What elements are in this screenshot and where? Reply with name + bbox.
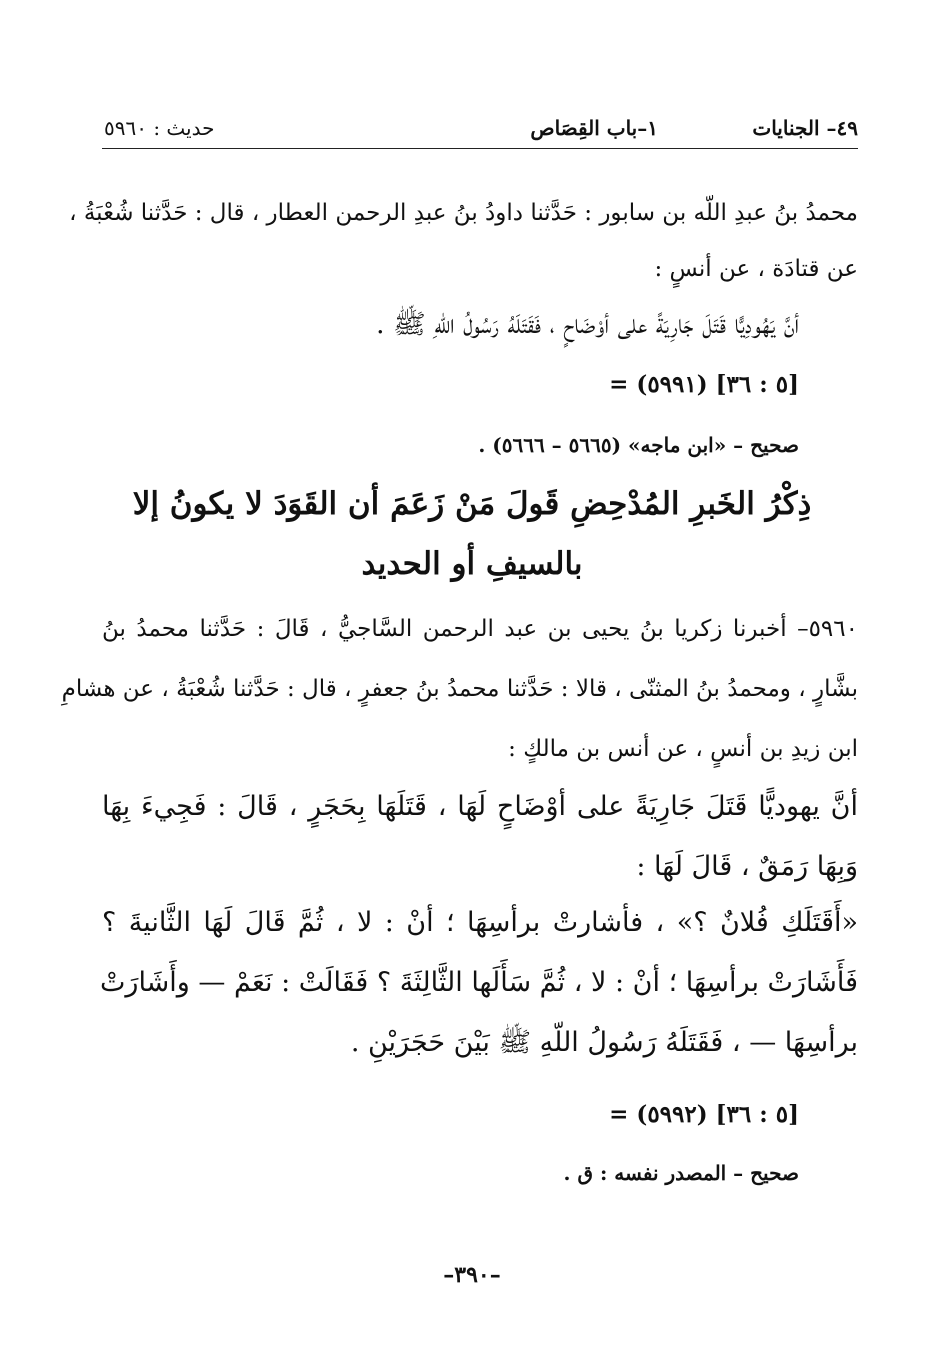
hadith-text: وَبِهَا رَمَقٌ ، قَالَ لَهَا : [636,851,858,882]
section-title: ١–باب القِصَاص [530,116,658,140]
isnad-line: عن قتادَة ، عن أنسٍ : [654,256,858,282]
hadith-text: برأسِهَا — ، فَقَتَلَهُ رَسُولُ اللّهِ ﷺ بَيْنَ حَجَرَيْنِ . [350,1027,858,1058]
hadith-text: أنَّ يهوديًّا قَتَلَ جَارِيَةً على أوْضَاحٍ لَهَا ، قَتَلَهَا بِحَجَرٍ ، قَالَ : فَجِيءَ بِهَا [102,791,858,822]
cross-reference: = (٥٩٩١) [٥ : ٣٦] [609,371,799,398]
grading-note: صحيح – المصدر نفسه : ق . [563,1161,799,1185]
hadith-text: فَأَشَارَتْ برأسِهَا ؛ أنْ : لا ، ثُمَّ سَأَلَها الثَّالِثَةَ ؟ فَقَالَتْ : نَعَمْ — وأَشَارَتْ [99,967,858,998]
running-header [102,112,858,149]
isnad-line: ابن زيدِ بن أنسٍ ، عن أنس بن مالكٍ : [508,736,858,762]
hadith-text: أنَّ يَهُودِيًّا قَتَلَ جَارِيَةً على أوْضَاحٍ ، فَقَتَلَهُ رَسُولُ اللّهِ ﷺ . [376,309,799,340]
isnad-line: بشَّارٍ ، ومحمدُ بنُ المثنّى ، قالا : حَدَّثنا محمدُ بنُ جعفرٍ ، قال : حَدَّثنا شُعْبَةُ ، عن هشامِ [61,676,858,702]
chapter-heading-continued: بالسيفِ أو الحديد [361,546,583,582]
chapter-heading: ذِكْرُ الخَبرِ المُدْحِضِ قَولَ مَنْ زَعَمَ أن القَوَدَ لا يكونُ إلا [132,486,812,522]
page-number: –٣٩٠– [443,1262,501,1288]
isnad-line: ٥٩٦٠– أخبرنا زكريا بنُ يحيى بن عبد الرحمن السَّاجيُّ ، قَالَ : حَدَّثنا محمدُ بنُ [102,616,858,642]
cross-reference: = (٥٩٩٢) [٥ : ٣٦] [609,1101,799,1128]
hadith-reference: حديث : ٥٩٦٠ [104,116,215,140]
hadith-text: «أَقَتَلَكِ فُلانٌ ؟» ، فأشارتْ برأسِهَا ؛ أنْ : لا ، ثُمَّ قَالَ لَهَا الثَّانيةَ ؟ [102,907,858,938]
chapter-title: ٤٩– الجنايات [752,116,858,140]
grading-note: صحيح – «ابن ماجه» (٥٦٦٥ – ٥٦٦٦) . [478,433,799,457]
isnad-line: محمدُ بنُ عبدِ اللّه بن سابور : حَدَّثنا داودُ بنُ عبدِ الرحمن العطار ، قال : حَدَّثنا شُعْبَةُ ، [69,200,858,226]
